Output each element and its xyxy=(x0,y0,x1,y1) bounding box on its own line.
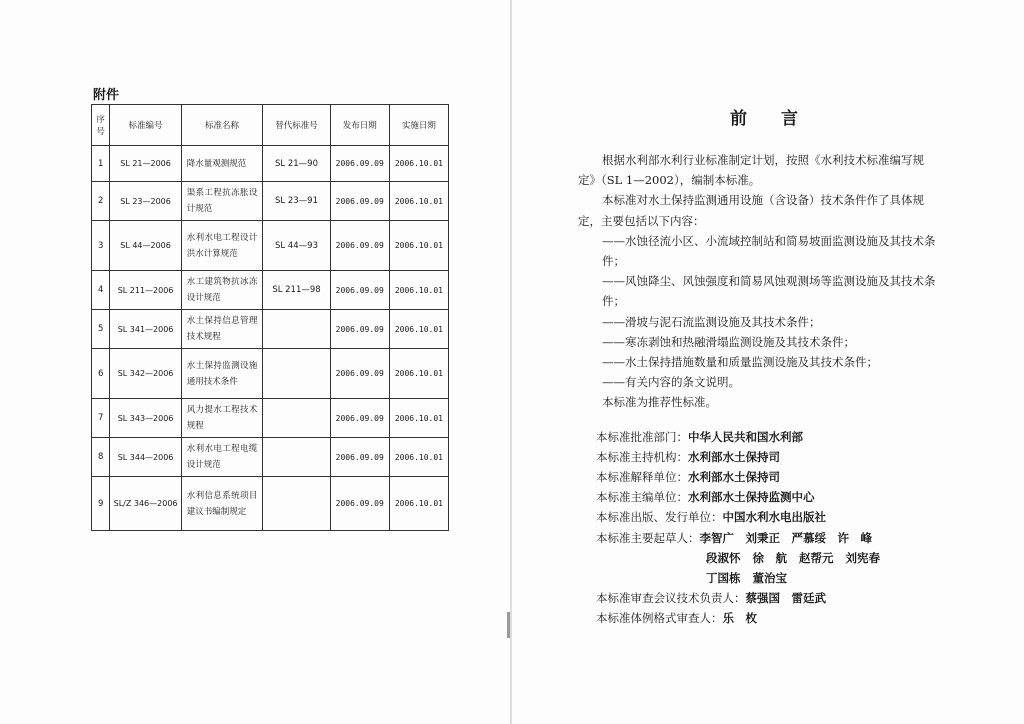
meta-host: 本标准主持机构：水利部水土保持司 xyxy=(596,449,780,464)
header-index: 序号 xyxy=(92,105,110,146)
meta-publisher: 本标准出版、发行单位：中国水利水电出版社 xyxy=(596,510,826,525)
row-effective-date: 2006.10.01 xyxy=(389,310,448,349)
meta-review-lead: 本标准审查会议技术负责人：蔡强国 雷廷武 xyxy=(596,591,826,606)
header-replaced: 替代标准号 xyxy=(263,105,330,146)
row-replaced: SL 23—91 xyxy=(263,182,330,221)
meta-drafters: 本标准主要起草人：李智广 刘秉正 严慕绥 许 峰 xyxy=(596,530,872,545)
table-row xyxy=(92,182,449,221)
row-code: SL 344—2006 xyxy=(110,438,181,477)
row-code: SL/Z 346—2006 xyxy=(110,477,181,531)
drafters-line: 段淑怀 徐 航 赵帮元 刘宪春 xyxy=(706,550,880,565)
meta-interpreter: 本标准解释单位：水利部水土保持司 xyxy=(596,470,780,485)
header-code: 标准编号 xyxy=(110,105,181,146)
row-effective-date: 2006.10.01 xyxy=(389,271,448,310)
row-code: SL 23—2006 xyxy=(110,182,181,221)
row-effective-date: 2006.10.01 xyxy=(389,399,448,438)
row-code: SL 342—2006 xyxy=(110,349,181,399)
content-item: ——有关内容的条文说明。 xyxy=(602,375,740,390)
row-index: 4 xyxy=(92,271,110,310)
content-item: ——水蚀径流小区、小流域控制站和简易坡面监测设施及其技术条件； xyxy=(602,233,936,269)
row-index: 8 xyxy=(92,438,110,477)
row-publish-date: 2006.09.09 xyxy=(330,146,389,182)
drafters-line: 丁国栋 董治宝 xyxy=(706,571,787,586)
row-publish-date: 2006.09.09 xyxy=(330,438,389,477)
row-replaced: SL 21—90 xyxy=(263,146,330,182)
table-row xyxy=(92,271,449,310)
recommended-note: 本标准为推荐性标准。 xyxy=(602,395,717,410)
row-index: 1 xyxy=(92,146,110,182)
content-item: ——风蚀降尘、风蚀强度和简易风蚀观测场等监测设施及其技术条件； xyxy=(602,274,936,309)
content-item: ——滑坡与泥石流监测设施及其技术条件； xyxy=(602,314,821,329)
row-publish-date: 2006.09.09 xyxy=(330,349,389,399)
row-name: 风力提水工程技术规程 xyxy=(181,399,263,438)
row-code: SL 21—2006 xyxy=(110,146,181,182)
row-name: 降水量观测规范 xyxy=(181,146,263,182)
table-row xyxy=(92,438,449,477)
table-row xyxy=(92,146,449,182)
row-index: 6 xyxy=(92,349,110,399)
row-code: SL 343—2006 xyxy=(110,399,181,438)
header-effective-date: 实施日期 xyxy=(389,105,448,146)
appendix-label: 附件 xyxy=(93,88,120,103)
table-row xyxy=(92,349,449,399)
row-name: 水利水电工程设计洪水计算规范 xyxy=(181,221,263,271)
row-code: SL 44—2006 xyxy=(110,221,181,271)
row-replaced xyxy=(263,310,330,349)
page-title: 前言 xyxy=(730,109,832,129)
row-effective-date: 2006.10.01 xyxy=(389,438,448,477)
intro-paragraph: 根据水利部水利行业标准制定计划，按照《水利技术标准编写规定》（SL 1—2002），编制本标准。 xyxy=(578,153,924,188)
row-publish-date: 2006.09.09 xyxy=(330,310,389,349)
row-name: 水土保持信息管理技术规程 xyxy=(181,310,263,349)
row-effective-date: 2006.10.01 xyxy=(389,477,448,531)
table-header-row xyxy=(92,105,449,146)
row-replaced xyxy=(263,349,330,399)
row-name: 渠系工程抗冻胀设计规范 xyxy=(181,182,263,221)
meta-format-reviewer: 本标准体例格式审查人：乐 枚 xyxy=(596,611,757,626)
content-item: ——水土保持措施数量和质量监测设施及其技术条件； xyxy=(602,355,878,370)
row-publish-date: 2006.09.09 xyxy=(330,477,389,531)
row-index: 3 xyxy=(92,221,110,271)
header-publish-date: 发布日期 xyxy=(330,105,389,146)
meta-chief-editor: 本标准主编单位：水利部水土保持监测中心 xyxy=(596,490,815,505)
row-name: 水工建筑物抗冰冻设计规范 xyxy=(181,271,263,310)
row-replaced xyxy=(263,399,330,438)
header-name: 标准名称 xyxy=(181,105,263,146)
table-row xyxy=(92,399,449,438)
row-replaced xyxy=(263,477,330,531)
intro-paragraph: 本标准对水土保持监测通用设施（含设备）技术条件作了具体规定，主要包括以下内容： xyxy=(578,193,924,228)
row-effective-date: 2006.10.01 xyxy=(389,221,448,271)
row-name: 水利信息系统项目建议书编制规定 xyxy=(181,477,263,531)
table-row xyxy=(92,477,449,531)
row-replaced xyxy=(263,438,330,477)
row-index: 2 xyxy=(92,182,110,221)
row-publish-date: 2006.09.09 xyxy=(330,399,389,438)
meta-approver: 本标准批准部门：中华人民共和国水利部 xyxy=(596,429,803,444)
standards-table xyxy=(91,104,449,531)
row-name: 水土保持监测设施通用技术条件 xyxy=(181,349,263,399)
row-index: 9 xyxy=(92,477,110,531)
row-publish-date: 2006.09.09 xyxy=(330,182,389,221)
row-replaced: SL 211—98 xyxy=(263,271,330,310)
row-index: 7 xyxy=(92,399,110,438)
table-row xyxy=(92,221,449,271)
row-publish-date: 2006.09.09 xyxy=(330,221,389,271)
row-effective-date: 2006.10.01 xyxy=(389,182,448,221)
row-name: 水利水电工程电缆设计规范 xyxy=(181,438,263,477)
table-row xyxy=(92,310,449,349)
row-publish-date: 2006.09.09 xyxy=(330,271,389,310)
row-effective-date: 2006.10.01 xyxy=(389,349,448,399)
row-code: SL 211—2006 xyxy=(110,271,181,310)
row-index: 5 xyxy=(92,310,110,349)
binding-mark xyxy=(507,612,510,638)
content-item: ——寒冻剥蚀和热融滑塌监测设施及其技术条件； xyxy=(602,334,855,349)
foreword-body xyxy=(578,150,940,629)
row-replaced: SL 44—93 xyxy=(263,221,330,271)
row-code: SL 341—2006 xyxy=(110,310,181,349)
row-effective-date: 2006.10.01 xyxy=(389,146,448,182)
